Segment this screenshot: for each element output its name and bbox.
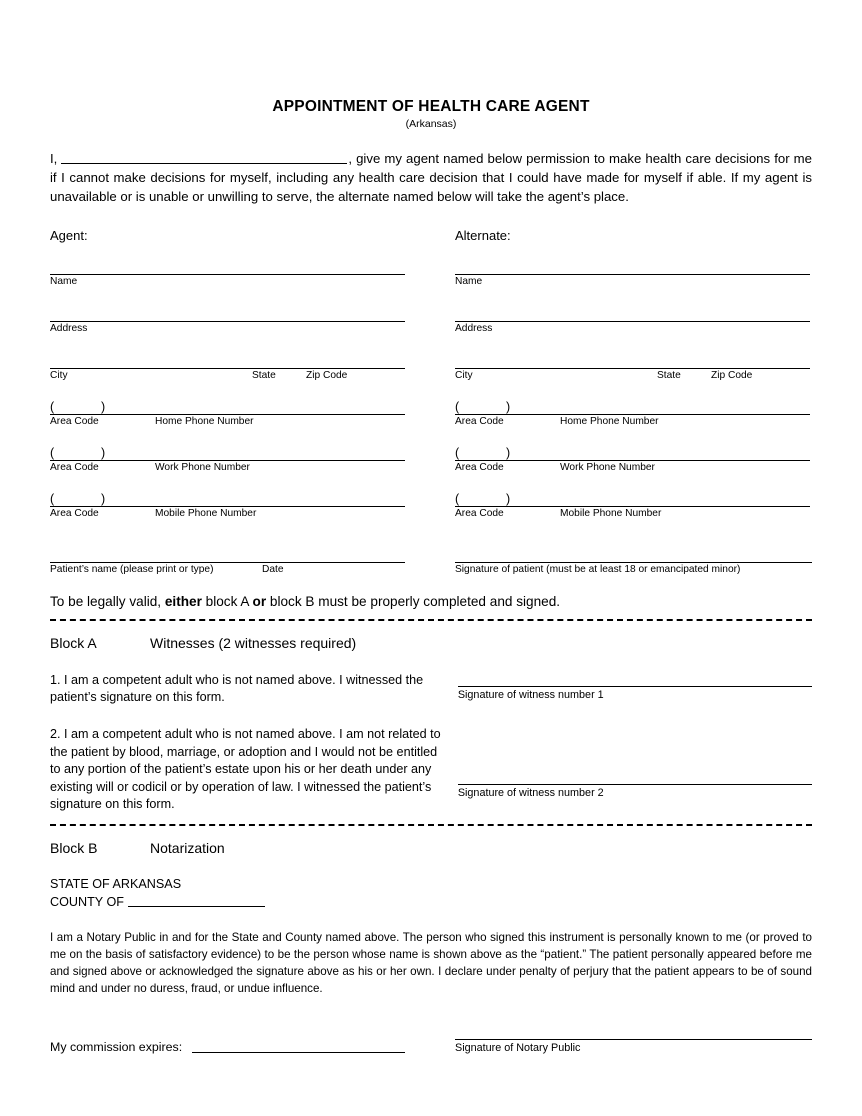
- patient-signature-section: [50, 562, 812, 576]
- paren-open: (: [50, 399, 55, 414]
- agent-mobile-number-caption: Mobile Phone Number: [155, 507, 257, 519]
- block-a-title: Witnesses (2 witnesses required): [150, 634, 357, 651]
- parties-section: [50, 228, 812, 520]
- commission-expires-blank[interactable]: [192, 1040, 405, 1053]
- notary-signature-caption: Signature of Notary Public: [455, 1042, 581, 1055]
- validity-text-3: block B must be properly completed and signed.: [266, 593, 561, 609]
- intro-body-text: , give my agent named below permission to make health care decisions for me if I cannot make decisions for myself, including any health care decision that I could have made for myself if able. If my agent is unavailable or is unable or unwilling to serve, the alternate named below will take the agent’s place.: [50, 150, 812, 204]
- notary-commission-row: [50, 1025, 812, 1055]
- agent-address-field[interactable]: [50, 321, 405, 335]
- patient-signature-field[interactable]: [455, 562, 812, 576]
- witness-1-signature-field[interactable]: [458, 672, 812, 707]
- alternate-work-number-caption: Work Phone Number: [560, 461, 655, 473]
- alternate-address-field[interactable]: [455, 321, 810, 335]
- alternate-work-phone-field[interactable]: [455, 446, 810, 474]
- alternate-mobile-phone-field[interactable]: [455, 492, 810, 520]
- commission-expires-field[interactable]: [50, 1025, 405, 1055]
- witness-2-signature-field[interactable]: [458, 726, 812, 813]
- paren-close: ): [506, 491, 511, 506]
- paren-open: (: [455, 399, 460, 414]
- alternate-home-phone-field[interactable]: [455, 400, 810, 428]
- agent-name-caption: Name: [50, 275, 78, 287]
- witness-2-row: [50, 726, 812, 813]
- county-blank[interactable]: [128, 895, 265, 907]
- validity-text-2: block A: [201, 593, 253, 609]
- patient-signature-caption: Signature of patient (must be at least 18 or emancipated minor): [455, 563, 741, 575]
- alternate-zip-caption: Zip Code: [711, 369, 753, 381]
- witness-1-signature-caption: Signature of witness number 1: [457, 688, 604, 701]
- jurisdiction-lines: [50, 875, 812, 911]
- agent-home-area-caption: Area Code: [50, 415, 99, 427]
- alternate-name-caption: Name: [455, 275, 483, 287]
- block-a-label: Block A: [50, 634, 97, 651]
- alternate-state-caption: State: [657, 369, 681, 381]
- paren-open: (: [50, 491, 55, 506]
- divider-above-block-b: [50, 824, 812, 827]
- alternate-heading: Alternate:: [455, 227, 511, 243]
- declarant-name-blank[interactable]: [61, 151, 347, 164]
- alternate-name-field[interactable]: [455, 274, 810, 288]
- page-subtitle: (Arkansas): [405, 118, 457, 131]
- alternate-mobile-area-caption: Area Code: [455, 507, 504, 519]
- agent-name-field[interactable]: [50, 274, 405, 288]
- witness-2-signature-caption: Signature of witness number 2: [457, 787, 604, 800]
- paren-close: ): [101, 399, 106, 414]
- paren-close: ): [506, 399, 511, 414]
- alternate-city-caption: City: [455, 369, 473, 381]
- agent-work-area-caption: Area Code: [50, 461, 99, 473]
- intro-lead-text: I,: [50, 150, 58, 166]
- alternate-city-state-zip-field[interactable]: [455, 368, 810, 382]
- block-a-heading: [50, 634, 812, 652]
- agent-city-caption: City: [50, 369, 68, 381]
- paren-open: (: [455, 445, 460, 460]
- paren-close: ): [506, 445, 511, 460]
- witness-1-row: [50, 672, 812, 707]
- intro-paragraph: [50, 149, 812, 206]
- patient-name-date-field[interactable]: [50, 562, 405, 576]
- block-b-label: Block B: [50, 840, 98, 857]
- form-sheet: [50, 0, 812, 1055]
- agent-work-phone-field[interactable]: [50, 446, 405, 474]
- agent-zip-caption: Zip Code: [306, 369, 348, 381]
- agent-column: [50, 228, 405, 520]
- alternate-address-caption: Address: [455, 322, 493, 334]
- divider-above-block-a: [50, 619, 812, 622]
- block-b-heading: [50, 839, 812, 857]
- alternate-home-number-caption: Home Phone Number: [560, 415, 659, 427]
- paren-open: (: [455, 491, 460, 506]
- agent-state-caption: State: [252, 369, 276, 381]
- alternate-work-area-caption: Area Code: [455, 461, 504, 473]
- validity-bold-either: either: [164, 593, 202, 609]
- alternate-mobile-number-caption: Mobile Phone Number: [560, 507, 662, 519]
- patient-name-caption: Patient’s name (please print or type): [50, 563, 214, 575]
- patient-date-caption: Date: [262, 563, 284, 575]
- block-b-title: Notarization: [150, 840, 225, 857]
- state-line: STATE OF ARKANSAS: [50, 877, 182, 892]
- agent-mobile-phone-field[interactable]: [50, 492, 405, 520]
- witness-1-statement: 1. I am a competent adult who is not named above. I witnessed the patient’s signature on this form.: [50, 672, 424, 704]
- alternate-column: [455, 228, 810, 520]
- paren-open: (: [50, 445, 55, 460]
- agent-city-state-zip-field[interactable]: [50, 368, 405, 382]
- paren-close: ): [101, 445, 106, 460]
- paren-close: ): [101, 491, 106, 506]
- agent-home-number-caption: Home Phone Number: [155, 415, 254, 427]
- county-line: [50, 893, 812, 911]
- agent-address-caption: Address: [50, 322, 88, 334]
- agent-heading: Agent:: [50, 227, 88, 243]
- county-label: COUNTY OF: [50, 895, 124, 910]
- validity-text-1: To be legally valid,: [50, 593, 165, 609]
- validity-bold-or: or: [252, 593, 267, 609]
- notary-signature-field[interactable]: [455, 1025, 812, 1055]
- notary-paragraph: I am a Notary Public in and for the State and County named above. The person who signed this instrument is personally known to me (or proved to me on the basis of satisfactory evidence) to be the person whose name is shown above as the “patient.” The patient personally appeared before me and signed above or acknowledged the signature above as his or her own. I declare under penalty of perjury that the patient appears to be of sound mind and under no duress, fraud, or undue influence.: [50, 931, 812, 996]
- witness-2-statement: 2. I am a competent adult who is not named above. I am not related to the patient by blood, marriage, or adoption and I would not be entitled to any portion of the patient’s estate upon his or her death under any existing will or codicil or by operation of law. I witnessed the patient’s signature on this form.: [50, 727, 441, 812]
- validity-statement: [50, 593, 812, 611]
- alternate-home-area-caption: Area Code: [455, 415, 504, 427]
- agent-mobile-area-caption: Area Code: [50, 507, 99, 519]
- agent-work-number-caption: Work Phone Number: [155, 461, 250, 473]
- commission-expires-label: My commission expires:: [50, 1040, 183, 1055]
- agent-home-phone-field[interactable]: [50, 400, 405, 428]
- page-title: APPOINTMENT OF HEALTH CARE AGENT: [272, 98, 590, 115]
